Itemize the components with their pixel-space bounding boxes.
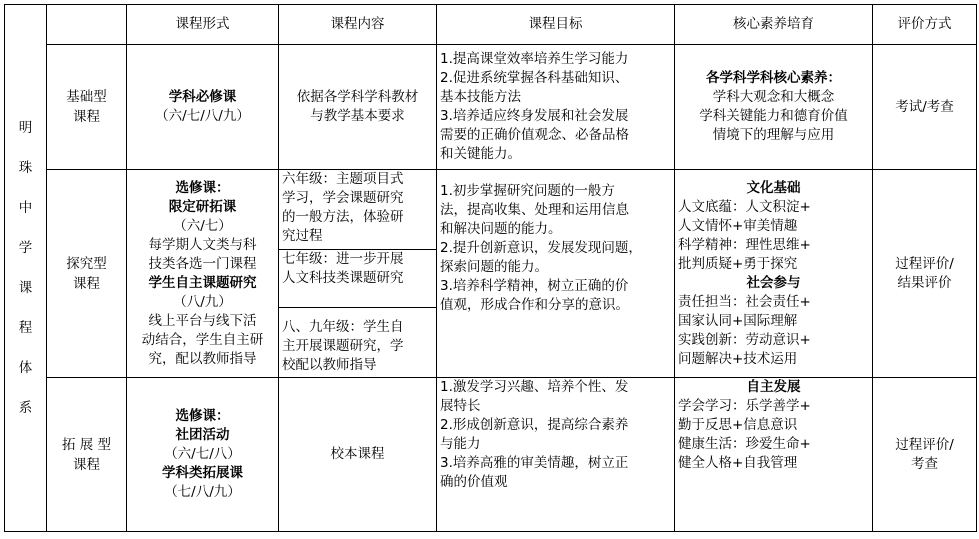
cell-line: 学科大观念和大概念	[712, 89, 835, 105]
cell-line: 问题解决+技术运用	[678, 350, 798, 367]
cell-line: 主开展课题研究，学	[282, 338, 404, 354]
cell-line: 考查	[911, 455, 938, 472]
cell-line: 学生自主课题研究	[148, 274, 257, 291]
cell-line: 七年级：进一步开展	[282, 251, 404, 267]
cell-line: 学科关键能力和德育价值	[699, 108, 848, 124]
title-char: 明	[18, 120, 33, 136]
cell-line: 和关键能力。	[440, 146, 521, 162]
goal-cell	[437, 45, 675, 170]
goal-cell	[437, 170, 675, 378]
cell-line: 自主发展	[746, 379, 801, 395]
cell-line: 法，提高收集、处理和运用信息	[440, 202, 629, 218]
cell-line: 人文科技类课题研究	[282, 270, 404, 286]
cell-line: 学习，学会课题研究	[282, 190, 404, 206]
cell-line: 2.形成创新意识，提高综合素养	[440, 417, 629, 433]
title-char: 系	[18, 400, 33, 416]
cell-line: 值观，形成合作和分享的意识。	[440, 297, 629, 313]
cell-line: 2.促进系统掌握各科基础知识、	[440, 70, 629, 86]
title-char: 学	[18, 240, 33, 256]
cell-line: 探索问题的能力。	[440, 259, 548, 275]
cell-line: 与教学基本要求	[310, 108, 405, 124]
cell-line: 究过程	[282, 228, 323, 244]
cell-line: 勤于反思+信息意识	[678, 417, 798, 433]
cell-line: 动结合，学生自主研	[141, 331, 264, 348]
row-inquiry	[5, 170, 977, 378]
cell-line: （六/七/八）	[164, 446, 241, 462]
curriculum-system-table	[4, 4, 977, 532]
row-basic	[5, 45, 977, 170]
cell-line: 健康生活：珍爱生命+	[678, 436, 811, 452]
eval-cell	[873, 378, 977, 532]
cell-line: 线上平台与线下活	[148, 312, 257, 329]
cell-line: 文化基础	[746, 179, 801, 196]
cell-line: 八、九年级：学生自	[282, 319, 404, 335]
cell-line: 国家认同+国际理解	[678, 312, 798, 329]
cell-line: 社团活动	[175, 427, 230, 443]
goal-cell	[437, 378, 675, 532]
cell-line: 基础型	[66, 89, 107, 105]
cell-line: 1.初步掌握研究问题的一般方	[440, 183, 615, 199]
cell-line: 学会学习：乐学善学+	[678, 398, 811, 414]
cell-line: 课程	[73, 456, 100, 473]
eval-cell	[873, 170, 977, 378]
content-grade89	[279, 308, 436, 375]
form-cell	[127, 170, 279, 378]
cell-line: 基本技能方法	[440, 89, 521, 105]
vertical-title	[5, 5, 47, 532]
cell-line: 3.培养高雅的审美情趣，树立正	[440, 455, 629, 471]
cell-line: 各学科学科核心素养：	[706, 70, 841, 86]
cell-line: 技类各选一门课程	[148, 255, 257, 272]
form-cell	[127, 378, 279, 532]
cell-line: 每学期人文类与科	[148, 236, 257, 253]
cell-line: 过程评价/	[895, 436, 954, 453]
cell-line: 学科必修课	[168, 89, 237, 105]
cell-line: 限定研拓课	[168, 198, 237, 215]
header-row	[5, 5, 977, 45]
row-extension	[5, 378, 977, 532]
cell-line: 校配以教师指导	[282, 357, 377, 373]
content-grade6	[279, 170, 436, 250]
cell-line: （八/九）	[173, 293, 232, 310]
title-char: 中	[18, 200, 33, 216]
cell-line: 2.提升创新意识，发展发现问题，	[440, 240, 642, 256]
content-cell	[279, 45, 437, 170]
cell-line: 需要的正确价值观念、必备品格	[440, 127, 629, 143]
cell-line: （七/八/九）	[164, 484, 241, 500]
cell-line: （六/七）	[173, 217, 232, 234]
category-cell	[47, 378, 127, 532]
cell-line: 人文情怀+审美情趣	[678, 217, 798, 234]
cell-line: 探究型	[66, 255, 107, 272]
cell-line: 3.培养科学精神，树立正确的价	[440, 278, 629, 294]
header-core: 核心素养培育	[675, 5, 873, 45]
cell-line: 考试/考查	[895, 98, 954, 115]
category-cell	[47, 45, 127, 170]
cell-line: 健全人格+自我管理	[678, 455, 798, 471]
cell-line: 科学精神：理性思维+	[678, 236, 811, 253]
title-char: 课	[18, 280, 33, 296]
cell-line: 和解决问题的能力。	[440, 221, 562, 237]
cell-line: 确的价值观	[440, 474, 508, 490]
header-blank	[47, 5, 127, 45]
cell-line: 究，配以教师指导	[148, 350, 257, 367]
cell-line: （六/七/八/九）	[155, 108, 250, 124]
header-form: 课程形式	[127, 5, 279, 45]
cell-line: 社会参与	[746, 274, 801, 291]
header-goal: 课程目标	[437, 5, 675, 45]
cell-line: 1.提高课堂效率培养生学习能力	[440, 51, 629, 67]
title-char: 珠	[18, 160, 33, 176]
header-content: 课程内容	[279, 5, 437, 45]
title-char: 体	[18, 360, 33, 376]
cell-line: 人文底蕴：人文积淀+	[678, 198, 811, 215]
cell-line: 批判质疑+勇于探究	[678, 255, 798, 272]
content-cell	[279, 170, 437, 378]
category-cell	[47, 170, 127, 378]
content-grade7	[279, 250, 436, 308]
cell-line: 责任担当：社会责任+	[678, 293, 811, 310]
eval-cell	[873, 45, 977, 170]
cell-line: 情境下的理解与应用	[712, 127, 835, 143]
cell-line: 过程评价/	[895, 255, 954, 272]
form-cell	[127, 45, 279, 170]
core-cell	[675, 170, 873, 378]
cell-line: 课程	[73, 275, 100, 292]
core-cell	[675, 378, 873, 532]
header-eval: 评价方式	[873, 5, 977, 45]
cell-line: 实践创新：劳动意识+	[678, 331, 811, 348]
title-char: 程	[18, 320, 33, 336]
cell-line: 六年级：主题项目式	[282, 171, 404, 187]
content-cell	[279, 378, 437, 532]
cell-line: 选修课：	[175, 179, 230, 196]
cell-line: 学科类拓展课	[162, 465, 243, 481]
cell-line: 依据各学科学科教材	[296, 89, 419, 105]
cell-line: 结果评价	[897, 274, 952, 291]
cell-line: 1.激发学习兴趣、培养个性、发	[440, 379, 629, 395]
cell-line: 拓 展 型	[61, 436, 112, 453]
cell-line: 的一般方法，体验研	[282, 209, 404, 225]
cell-line: 校本课程	[330, 446, 385, 462]
cell-line: 3.培养适应终身发展和社会发展	[440, 108, 629, 124]
cell-line: 与能力	[440, 436, 481, 452]
cell-line: 课程	[73, 109, 100, 125]
core-cell	[675, 45, 873, 170]
cell-line: 展特长	[440, 398, 481, 414]
cell-line: 选修课：	[175, 408, 230, 424]
